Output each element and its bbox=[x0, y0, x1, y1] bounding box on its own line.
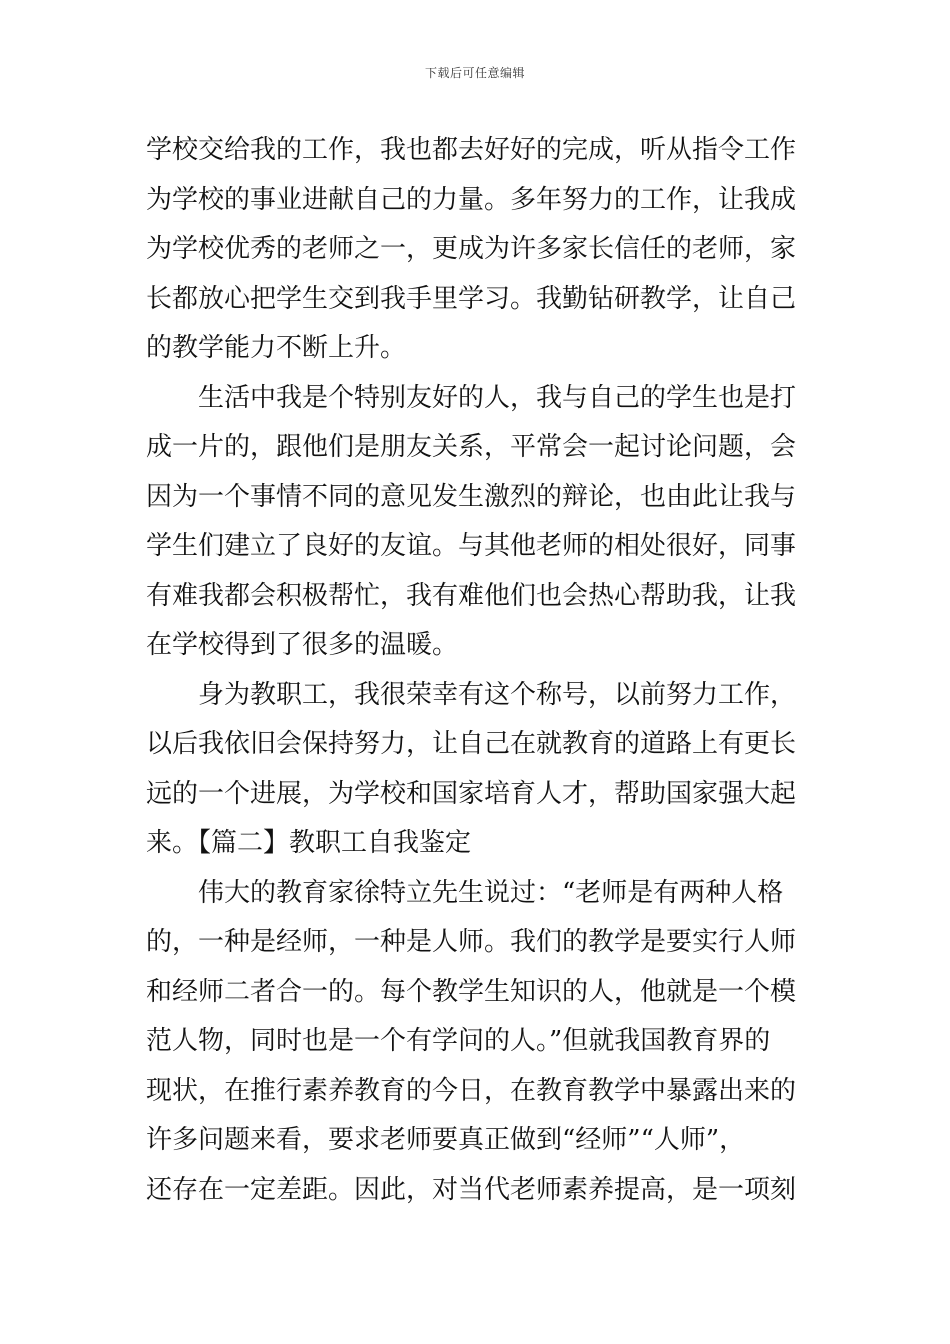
text-line: 长都放心把学生交到我手里学习。我勤钻研教学，让自己 bbox=[146, 283, 797, 314]
text-line: 许多问题来看，要求老师要真正做到“经师”“人师”， bbox=[146, 1125, 746, 1155]
text-line: 在学校得到了很多的温暖。 bbox=[146, 630, 459, 660]
text-line: 范人物，同时也是一个有学问的人。”但就我国教育界的 bbox=[146, 1026, 771, 1056]
text-line: 伟大的教育家徐特立先生说过：“老师是有两种人格 bbox=[198, 877, 784, 908]
text-line: 的，一种是经师，一种是人师。我们的教学是要实行人师 bbox=[146, 927, 797, 957]
text-line: 学校交给我的工作，我也都去好好的完成，听从指令工作 bbox=[146, 135, 797, 165]
text-line: 学生们建立了良好的友谊。与其他老师的相处很好，同事 bbox=[146, 531, 797, 561]
text-line: 来。【篇二】教职工自我鉴定 bbox=[146, 828, 472, 858]
text-line: 生活中我是个特别友好的人，我与自己的学生也是打 bbox=[198, 382, 797, 413]
text-line: 成一片的，跟他们是朋友关系，平常会一起讨论问题，会 bbox=[146, 432, 797, 462]
text-line: 远的一个进展，为学校和国家培育人才，帮助国家强大起 bbox=[146, 778, 797, 809]
text-line: 身为教职工，我很荣幸有这个称号，以前努力工作， bbox=[198, 679, 797, 710]
text-line: 和经师二者合一的。每个教学生知识的人，他就是一个模 bbox=[146, 976, 797, 1007]
document-body bbox=[146, 126, 806, 1215]
text-line: 有难我都会积极帮忙，我有难他们也会热心帮助我，让我 bbox=[146, 580, 797, 611]
text-line: 现状，在推行素养教育的今日，在教育教学中暴露出来的 bbox=[146, 1075, 797, 1106]
text-line: 为学校的事业进献自己的力量。多年努力的工作，让我成 bbox=[146, 184, 797, 215]
text-line: 还存在一定差距。因此，对当代老师素养提高，是一项刻 bbox=[146, 1174, 797, 1205]
text-line: 的教学能力不断上升。 bbox=[146, 333, 407, 363]
text-line: 因为一个事情不同的意见发生激烈的辩论，也由此让我与 bbox=[146, 481, 797, 512]
header-note: 下载后可任意编辑 bbox=[424, 66, 525, 80]
text-line: 以后我依旧会保持努力，让自己在就教育的道路上有更长 bbox=[146, 729, 797, 759]
text-line: 为学校优秀的老师之一，更成为许多家长信任的老师，家 bbox=[146, 234, 797, 264]
